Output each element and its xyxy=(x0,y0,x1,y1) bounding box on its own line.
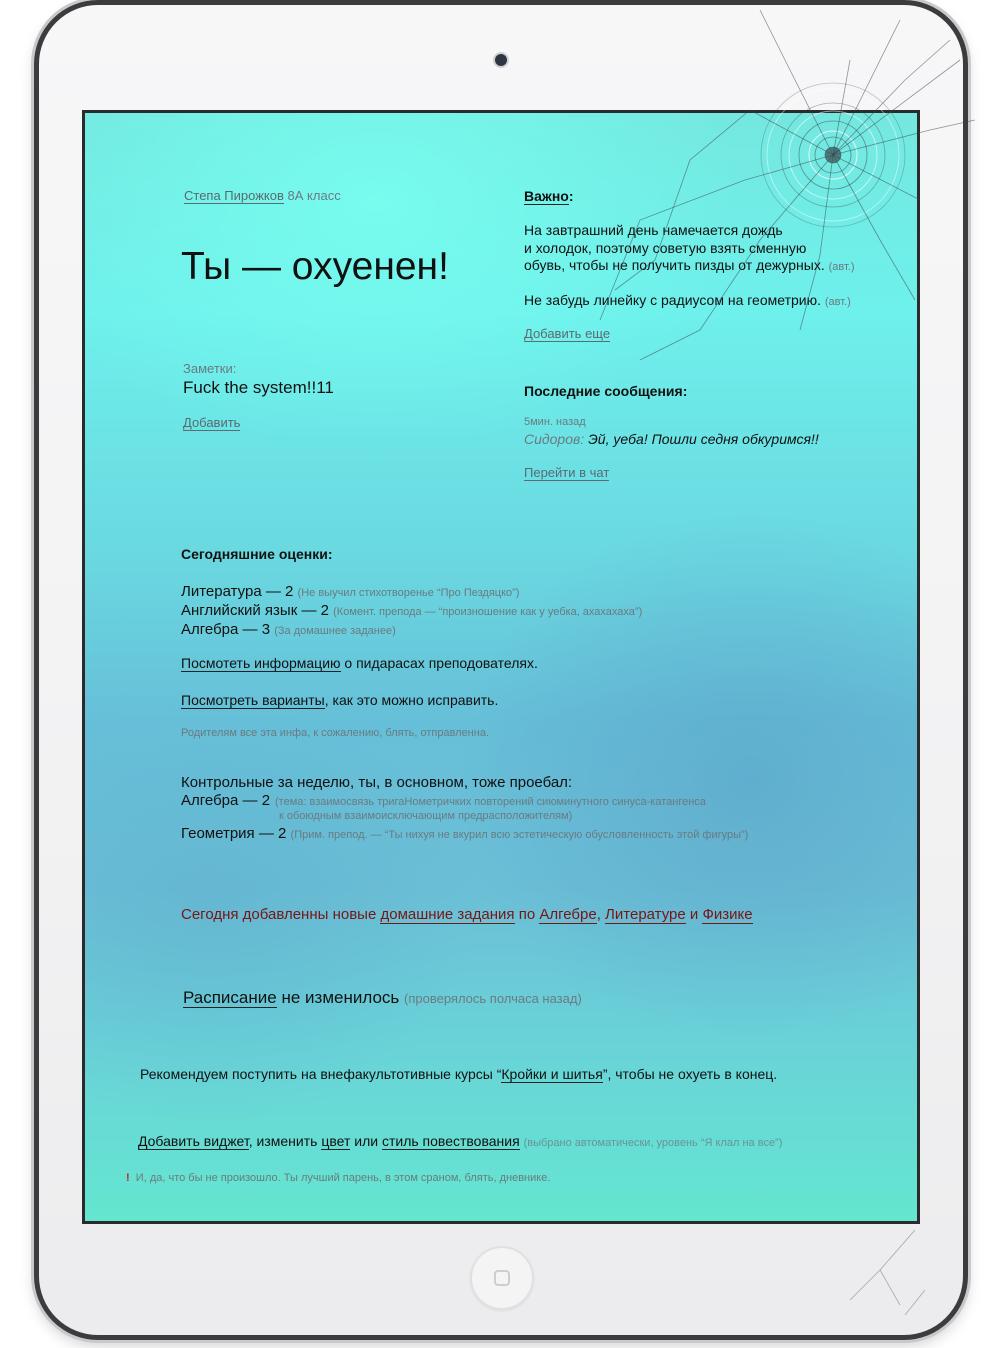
test-comment: (тема: взаимосвязь тригаНометричких повторений сиюминутного синуса-катангенса к обоюдным взаимоисключающим предрасположителям) xyxy=(275,796,706,822)
test-row: Алгебра — 2 xyxy=(181,792,271,809)
final-note: ! И, да, что бы не произошло. Ты лучший парень, в этом сраном, блять, дневнике. xyxy=(126,1172,551,1184)
courses-link[interactable]: Кройки и шитья xyxy=(501,1066,603,1082)
parents-note: Родителям все эта инфа, к сожалению, блять, отправленна. xyxy=(181,727,490,739)
student-header xyxy=(184,188,341,203)
important-item: Не забудь линейку с радиусом на геометрию. (авт.) xyxy=(524,292,851,308)
grade-row: Английский язык — 2 (Комент. препода — “произношение как у уебка, ахахахаха”) xyxy=(181,602,643,619)
message-sender: Сидоров: xyxy=(524,431,585,447)
tests-title: Контрольные за неделю, ты, в основном, тоже проебал: xyxy=(181,774,573,791)
screen xyxy=(82,110,920,1224)
grade-row: Алгебра — 3 (За домашнее заданее) xyxy=(181,621,396,638)
courses-recommendation: Рекомендуем поступить на внефакультотивные курсы “Кройки и шитья”, чтобы не охуеть в конец. xyxy=(140,1066,778,1082)
important-title: Важно: xyxy=(524,188,574,204)
variants-link[interactable]: Посмотреть варианты xyxy=(181,692,325,708)
grade-row: Литература — 2 (Не выучил стихотворенье “Про Пездяцко”) xyxy=(181,583,520,600)
messages-title: Последние сообщения: xyxy=(524,383,688,399)
notes-label: Заметки: xyxy=(183,361,237,376)
grades-list xyxy=(181,583,642,640)
student-name-link[interactable]: Степа Пирожков xyxy=(184,188,284,203)
subject-link-algebra[interactable]: Алгебре xyxy=(539,906,597,923)
message-item[interactable] xyxy=(524,431,819,447)
home-square-icon xyxy=(494,1270,510,1286)
schedule-link[interactable]: Расписание xyxy=(183,988,277,1007)
teachers-info: Посмотеть информацию о пидарасах преподователях. xyxy=(181,655,538,671)
test-row: Геометрия — 2 (Прим. препод. — “Ты нихуя не вкурил всю эстетическую обусловленность этой фигуры”) xyxy=(181,825,749,842)
home-button[interactable] xyxy=(470,1246,534,1310)
message-time: 5мин. назад xyxy=(524,416,586,428)
add-widget-link[interactable]: Добавить виджет xyxy=(138,1133,249,1149)
camera-icon xyxy=(495,54,507,66)
style-link[interactable]: стиль повествования xyxy=(381,1133,520,1149)
important-item: На завтрашний день намечается дождь и холодок, поэтому советую взять сменную обувь, чтобы не получить пизды от дежурных. (авт.) xyxy=(524,222,855,273)
homework-link[interactable]: домашние задания xyxy=(380,906,515,923)
important-add-more-link[interactable]: Добавить еще xyxy=(524,326,611,341)
page-title: Ты — охуенен! xyxy=(181,245,449,288)
subject-link-physics[interactable]: Физике xyxy=(702,906,753,923)
notes-text: Fuck the system!!11 xyxy=(183,378,334,397)
homework-notice: Сегодня добавленны новые домашние задания по Алгебре, Литературе и Физике xyxy=(181,906,753,923)
teachers-info-link[interactable]: Посмотеть информацию xyxy=(181,655,341,671)
color-link[interactable]: цвет xyxy=(321,1133,351,1149)
student-class: 8А класс xyxy=(287,188,341,203)
variants-info: Посмотреть варианты, как это можно исправить. xyxy=(181,692,499,708)
message-text: Эй, уеба! Пошли седня обкуримся!! xyxy=(588,431,819,447)
grades-title: Сегодняшние оценки: xyxy=(181,546,333,562)
warning-icon: ! xyxy=(126,1172,130,1184)
schedule-notice: Расписание не изменилось (проверялось полчаса назад) xyxy=(183,988,582,1007)
subject-link-literature[interactable]: Литературе xyxy=(605,906,686,923)
settings-line: Добавить виджет, изменить цвет или стиль повествования (выбрано автоматически, уровень “Я клал на все”) xyxy=(138,1133,783,1149)
notes-add-link[interactable]: Добавить xyxy=(183,415,241,430)
chat-link[interactable]: Перейти в чат xyxy=(524,465,610,480)
